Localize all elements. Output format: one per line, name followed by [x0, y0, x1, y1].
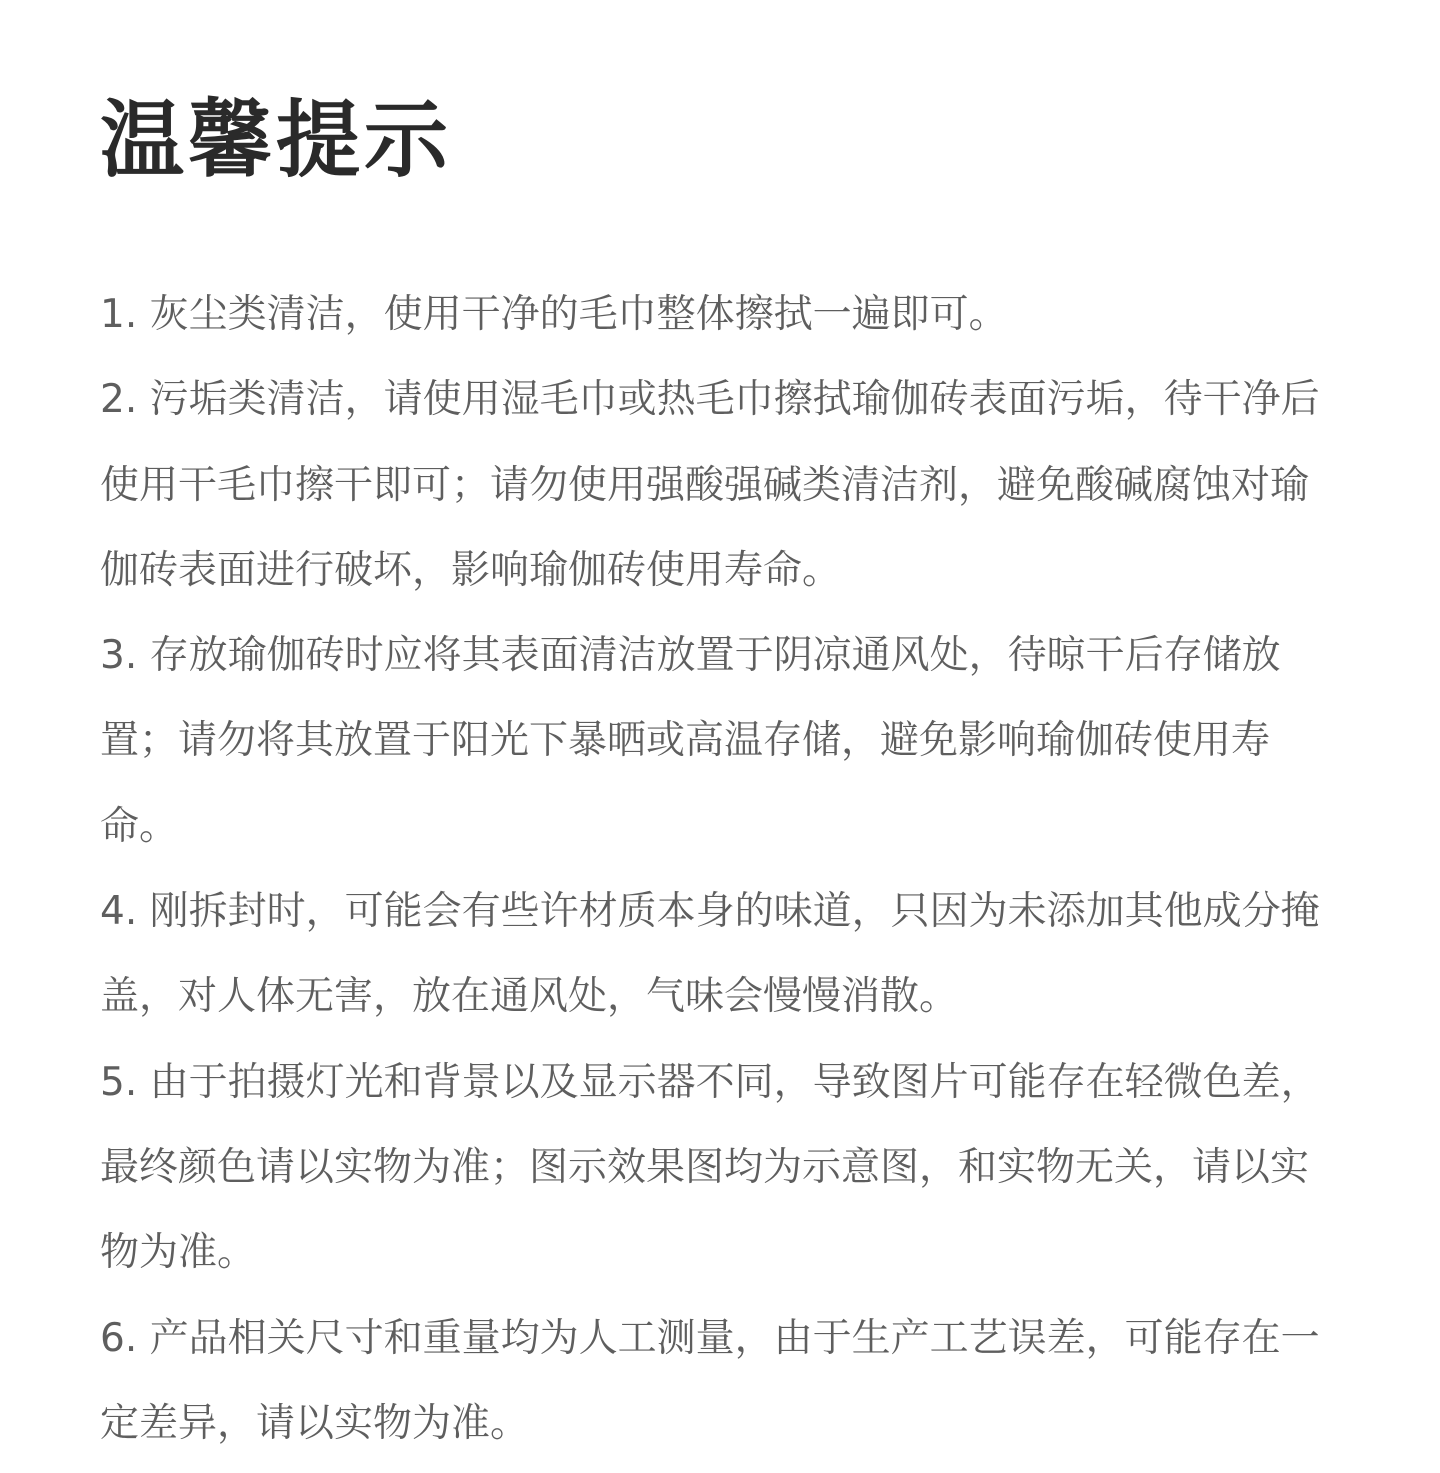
- notice-list: [100, 272, 1340, 1466]
- notice-item-2: 2. 污垢类清洁，请使用湿毛巾或热毛巾擦拭瑜伽砖表面污垢，待干净后使用干毛巾擦干即可；请勿使用强酸强碱类清洁剂，避免酸碱腐蚀对瑜伽砖表面进行破坏，影响瑜伽砖使用寿命。: [100, 377, 1320, 593]
- notice-item-5: 5. 由于拍摄灯光和背景以及显示器不同，导致图片可能存在轻微色差，最终颜色请以实物为准；图示效果图均为示意图，和实物无关，请以实物为准。: [100, 1059, 1320, 1276]
- notice-item-1: 1. 灰尘类清洁，使用干净的毛巾整体擦拭一遍即可。: [100, 292, 1008, 337]
- notice-item-6: 6. 产品相关尺寸和重量均为人工测量，由于生产工艺误差，可能存在一定差异，请以实物为准。: [100, 1315, 1320, 1446]
- page-title: 温馨提示: [100, 91, 453, 189]
- notice-item-4: 4. 刚拆封时，可能会有些许材质本身的味道，只因为未添加其他成分掩盖，对人体无害，放在通风处，气味会慢慢消散。: [100, 889, 1320, 1020]
- notice-item-3: 3. 存放瑜伽砖时应将其表面清洁放置于阴凉通风处，待晾干后存储放置；请勿将其放置于阳光下暴晒或高温存储，避免影响瑜伽砖使用寿命。: [100, 633, 1281, 849]
